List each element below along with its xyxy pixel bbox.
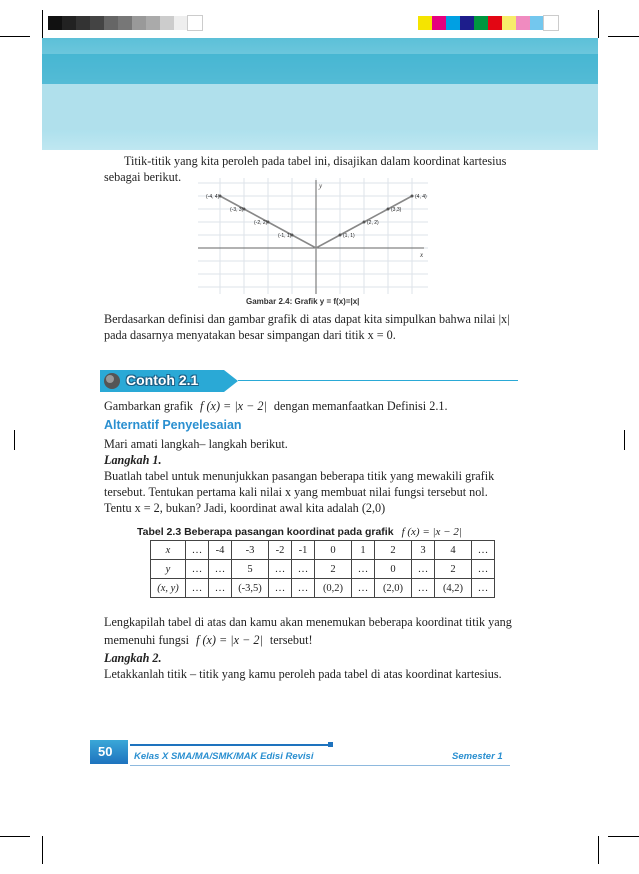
table-cell: (4,2) (435, 579, 472, 598)
header-stripe (42, 54, 598, 84)
table-cell: … (472, 579, 495, 598)
footer-rule-dot (328, 742, 333, 747)
table-cell: -1 (292, 541, 315, 560)
data-point (339, 234, 342, 237)
crop-mark (624, 430, 625, 450)
example-statement (104, 398, 544, 414)
conclusion-line-2: pada dasarnya menyatakan besar simpangan dari titik x = 0. (104, 328, 396, 342)
point-label: (-1, 1) (278, 233, 292, 239)
point-label: (3,3) (391, 207, 402, 213)
example-badge (100, 370, 240, 392)
table-cell: -4 (209, 541, 232, 560)
step2-block (104, 650, 544, 682)
table-cell: … (186, 560, 209, 579)
table-cell: 0 (315, 541, 352, 560)
table-cell: 2 (315, 560, 352, 579)
solution-heading: Alternatif Penyelesaian (104, 418, 242, 432)
after-table-formula: f (x) = |x − 2| (196, 633, 263, 647)
step1-line-3: Tentu x = 2, bukan? Jadi, koordinat awal kita adalah (2,0) (104, 501, 386, 515)
table-cell: … (269, 579, 292, 598)
after-table-line-1: Lengkapilah tabel di atas dan kamu akan menemukan beberapa koordinat titik yang (104, 615, 512, 629)
after-table-line-2-post: tersebut! (269, 633, 313, 647)
data-point (411, 195, 414, 198)
table-cell: … (269, 560, 292, 579)
footer-semester: Semester 1 (452, 751, 503, 762)
table-row (151, 579, 495, 598)
solution-intro: Mari amati langkah– langkah berikut. (104, 437, 288, 451)
intro-line-2: sebagai berikut. (104, 170, 182, 184)
example-formula: f (x) = |x − 2| (200, 399, 267, 413)
point-label: (-4, 4) (206, 194, 220, 200)
table-cell: … (209, 579, 232, 598)
crop-mark (598, 836, 599, 864)
table-cell: … (186, 579, 209, 598)
table-row-header: x (151, 541, 186, 560)
table-cell: … (352, 560, 375, 579)
table-cell: … (292, 560, 315, 579)
table-row-header: (x, y) (151, 579, 186, 598)
after-table-paragraph (104, 614, 544, 648)
step2-text: Letakkanlah titik – titik yang kamu peroleh pada tabel di atas koordinat kartesius. (104, 667, 502, 681)
table-cell: … (472, 560, 495, 579)
table-cell: 3 (412, 541, 435, 560)
crop-mark (0, 36, 30, 37)
table-cell: … (209, 560, 232, 579)
table-cell: … (352, 579, 375, 598)
table-cell: … (412, 560, 435, 579)
figure-caption: Gambar 2.4: Grafik y = f(x)=|x| (246, 297, 360, 306)
example-rule (238, 380, 518, 381)
crop-mark (14, 430, 15, 450)
table-cell: … (292, 579, 315, 598)
crop-mark (608, 836, 639, 837)
page-number-box (90, 740, 128, 764)
step1-line-2: tersebut. Tentukan pertama kali nilai x yang membuat nilai fungsi tersebut nol. (104, 485, 488, 499)
y-axis-label: y (319, 182, 323, 190)
table-cell: … (472, 541, 495, 560)
header-stripe-light (42, 84, 598, 130)
grayscale-calibration-bar (48, 16, 202, 30)
table-cell: (0,2) (315, 579, 352, 598)
example-badge-label: Contoh 2.1 (126, 372, 199, 388)
after-table-line-2 (104, 632, 544, 648)
table-cell: … (186, 541, 209, 560)
color-calibration-bar (418, 16, 558, 30)
coordinate-table (150, 540, 495, 598)
table-cell: 4 (435, 541, 472, 560)
point-label: (1, 1) (343, 233, 355, 239)
table-row (151, 560, 495, 579)
crop-mark (42, 836, 43, 864)
step1-title: Langkah 1. (104, 453, 162, 467)
table-cell: -2 (269, 541, 292, 560)
footer-rule (130, 744, 330, 746)
conclusion-line-1: Berdasarkan definisi dan gambar grafik di atas dapat kita simpulkan bahwa nilai |x| (104, 312, 510, 326)
x-axis-label: x (420, 251, 424, 259)
table-cell: -3 (232, 541, 269, 560)
point-label: (4, 4) (415, 194, 427, 200)
figure-graph (198, 178, 428, 294)
data-point (387, 208, 390, 211)
table-caption (137, 522, 537, 540)
crop-mark (608, 36, 639, 37)
table-cell: 5 (232, 560, 269, 579)
step1-line-1: Buatlah tabel untuk menunjukkan pasangan beberapa titik yang mewakili grafik (104, 469, 495, 483)
step2-title: Langkah 2. (104, 651, 162, 665)
conclusion-paragraph (104, 311, 536, 343)
table-cell: 2 (375, 541, 412, 560)
table-row-header: y (151, 560, 186, 579)
coordinate-table-grid (150, 540, 495, 598)
footer-rule-right (130, 765, 510, 766)
table-cell: … (412, 579, 435, 598)
example-statement-post: dengan memanfaatkan Definisi 2.1. (273, 399, 448, 413)
crop-mark (42, 10, 43, 38)
crop-mark (598, 10, 599, 38)
table-caption-text: Tabel 2.3 Beberapa pasangan koordinat pada grafik (137, 526, 394, 538)
table-row (151, 541, 495, 560)
table-cell: 2 (435, 560, 472, 579)
crop-mark (0, 836, 30, 837)
graph-svg (198, 178, 428, 294)
point-label: (2, 2) (367, 220, 379, 226)
data-point (363, 221, 366, 224)
table-cell: (2,0) (375, 579, 412, 598)
table-cell: (-3,5) (232, 579, 269, 598)
after-table-line-2-pre: memenuhi fungsi (104, 633, 189, 647)
point-label: (-3, 3) (230, 207, 244, 213)
page-number: 50 (98, 744, 113, 759)
point-label: (-2, 2) (254, 220, 268, 226)
table-cell: 0 (375, 560, 412, 579)
intro-line-1: Titik-titik yang kita peroleh pada tabel ini, disajikan dalam koordinat kartesius (124, 154, 507, 168)
footer-book-title: Kelas X SMA/MA/SMK/MAK Edisi Revisi (134, 751, 314, 762)
graph-background (198, 178, 428, 294)
table-cell: 1 (352, 541, 375, 560)
solution-body (104, 436, 544, 516)
table-caption-formula: f (x) = |x − 2| (401, 526, 462, 538)
example-statement-pre: Gambarkan grafik (104, 399, 193, 413)
